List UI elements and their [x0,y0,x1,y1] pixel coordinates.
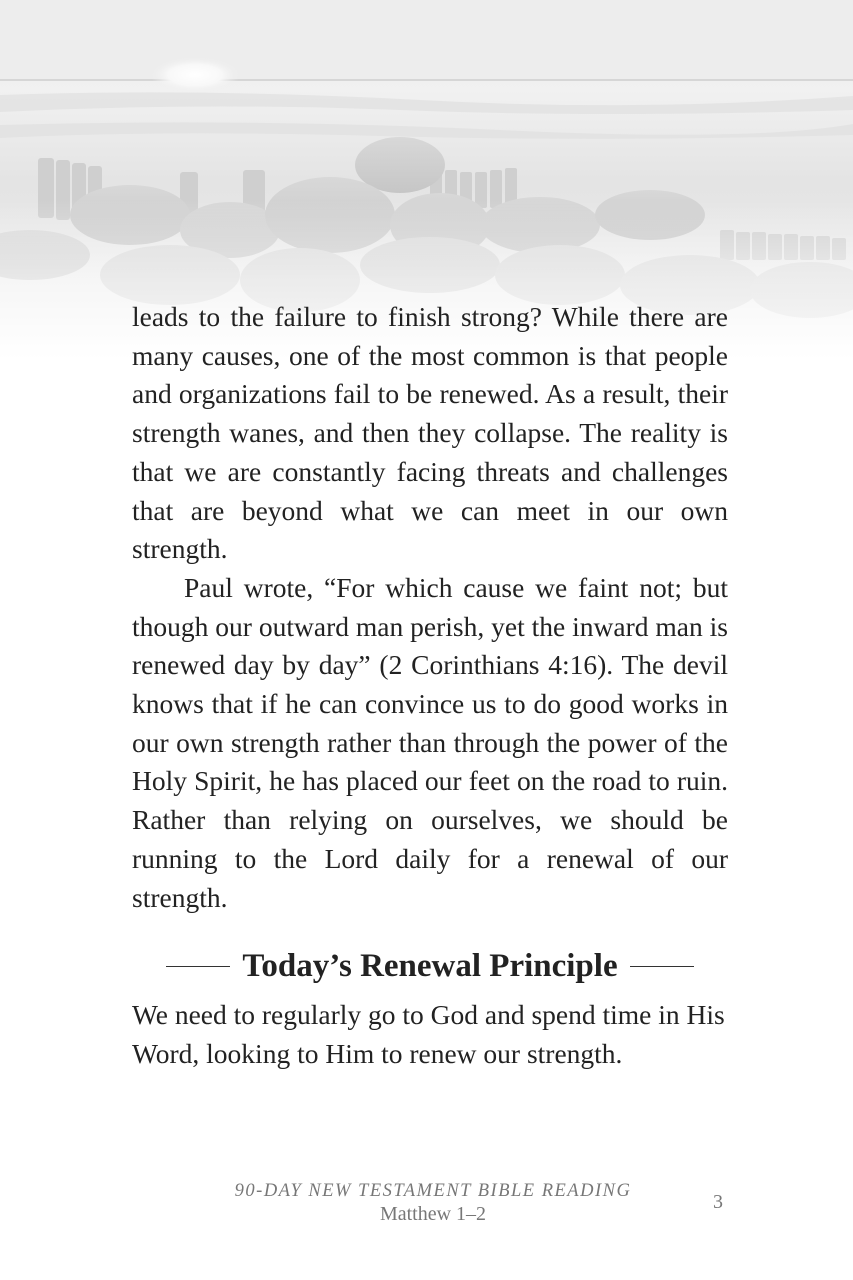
footer-series: 90-DAY NEW TESTAMENT BIBLE READING [234,1181,632,1201]
principle-heading [132,948,728,985]
page-number: 3 [713,1191,723,1213]
principle-text: We need to regularly go to God and spend time in His Word, looking to Him to renew our strength. [132,999,725,1069]
body-text [132,298,728,917]
footer [140,1180,726,1226]
heading-rule-left [166,966,230,967]
heading-rule-right [630,966,694,967]
principle-title: Today’s Renewal Principle [242,948,618,984]
footer-passage: Matthew 1–2 [379,1203,487,1225]
body-paragraph-1: leads to the failure to finish strong? While there are many causes, one of the most common is that people and organizations fail to be renewed. As a result, their strength wanes, and then they collapse. The reality is that we are constantly facing threats and challenges that are beyond what we can meet in our own strength. [132,301,728,565]
body-paragraph-2: Paul wrote, “For which cause we faint not; but though our outward man perish, yet the inward man is renewed day by day” (2 Corinthians 4:16). The devil knows that if he can convince us to do good works in our own strength rather than through the power of the Holy Spirit, he has placed our feet on the road to ruin. Rather than relying on ourselves, we should be running to the Lord daily for a renewal of our strength. [132,571,728,913]
